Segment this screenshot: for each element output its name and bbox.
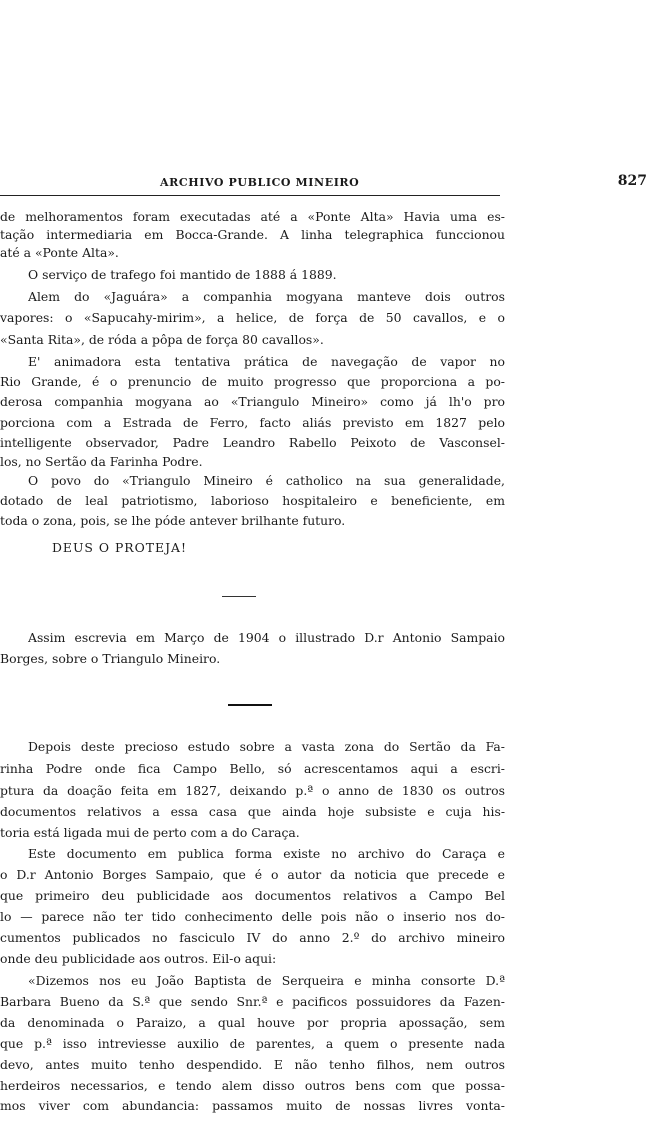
closing-line: DEUS O PROTEJA!: [52, 540, 187, 555]
text-line: intelligente observador, Padre Leandro Rabello Peixoto de Vasconsel-: [0, 435, 505, 450]
text-line: derosa companhia mogyana ao «Triangulo Mineiro» como já lh'o pro: [0, 394, 505, 409]
text-line: los, no Sertão da Farinha Podre.: [0, 454, 203, 469]
text-line: até a «Ponte Alta».: [0, 245, 119, 260]
text-line: rinha Podre onde fica Campo Bello, só acrescentamos aqui a escri-: [0, 761, 505, 776]
text-line: Barbara Bueno da S.ª que sendo Snr.ª e pacificos possuidores da Fazen-: [0, 994, 505, 1009]
text-line: Rio Grande, é o prenuncio de muito progresso que proporciona a po-: [0, 374, 505, 389]
text-line: Alem do «Jaguára» a companhia mogyana manteve dois outros: [28, 289, 505, 304]
text-line: herdeiros necessarios, e tendo alem disso outros bens com que possa-: [0, 1078, 505, 1093]
text-line: Este documento em publica forma existe no archivo do Caraça e: [28, 846, 505, 861]
text-line: Depois deste precioso estudo sobre a vasta zona do Sertão da Fa-: [28, 739, 505, 754]
text-line: «Dizemos nos eu João Baptista de Serqueira e minha consorte D.ª: [28, 973, 505, 988]
text-line: ptura da doação feita em 1827, deixando p.ª o anno de 1830 os outros: [0, 783, 505, 798]
text-line: lo — parece não ter tido conhecimento delle pois não o inserio nos do-: [0, 909, 505, 924]
text-line: cumentos publicados no fasciculo IV do anno 2.º do archivo mineiro: [0, 930, 505, 945]
text-line: toria está ligada mui de perto com a do Caraça.: [0, 825, 300, 840]
text-line: de melhoramentos foram executadas até a «Ponte Alta» Havia uma es-: [0, 209, 505, 224]
text-line: que p.ª isso intreviesse auxilio de parentes, a quem o presente nada: [0, 1036, 505, 1051]
page-number: 827: [617, 173, 647, 189]
text-line: O serviço de trafego foi mantido de 1888 á 1889.: [28, 267, 337, 282]
text-line: O povo do «Triangulo Mineiro é catholico na sua generalidade,: [28, 473, 505, 488]
text-line: o D.r Antonio Borges Sampaio, que é o autor da noticia que precede e: [0, 867, 505, 882]
text-line: tação intermediaria em Bocca-Grande. A linha telegraphica funccionou: [0, 227, 505, 242]
text-line: «Santa Rita», de róda a pôpa de força 80 cavallos».: [0, 332, 324, 347]
text-line: Assim escrevia em Março de 1904 o illustrado D.r Antonio Sampaio: [28, 630, 505, 645]
text-line: mos viver com abundancia: passamos muito de nossas livres vonta-: [0, 1098, 505, 1113]
text-line: E' animadora esta tentativa prática de navegação de vapor no: [28, 354, 505, 369]
text-line: porciona com a Estrada de Ferro, facto aliás previsto em 1827 pelo: [0, 415, 505, 430]
text-line: onde deu publicidade aos outros. Eil-o aqui:: [0, 951, 277, 966]
text-line: devo, antes muito tenho despendido. E não tenho filhos, nem outros: [0, 1057, 505, 1072]
header-rule: [0, 195, 500, 196]
separator-rule: [222, 596, 256, 597]
text-line: que primeiro deu publicidade aos documentos relativos a Campo Bel: [0, 888, 505, 903]
text-line: vapores: o «Sapucahy-mirim», a helice, de força de 50 cavallos, e o: [0, 310, 505, 325]
text-line: documentos relativos a essa casa que ainda hoje subsiste e cuja his-: [0, 804, 505, 819]
running-title: ARCHIVO PUBLICO MINEIRO: [160, 176, 360, 189]
text-line: Borges, sobre o Triangulo Mineiro.: [0, 651, 221, 666]
text-line: dotado de leal patriotismo, laborioso hospitaleiro e beneficiente, em: [0, 493, 505, 508]
text-line: toda o zona, pois, se lhe póde antever brilhante futuro.: [0, 513, 346, 528]
text-line: da denominada o Paraizo, a qual houve por propria apossação, sem: [0, 1015, 505, 1030]
separator-rule: [228, 704, 272, 706]
